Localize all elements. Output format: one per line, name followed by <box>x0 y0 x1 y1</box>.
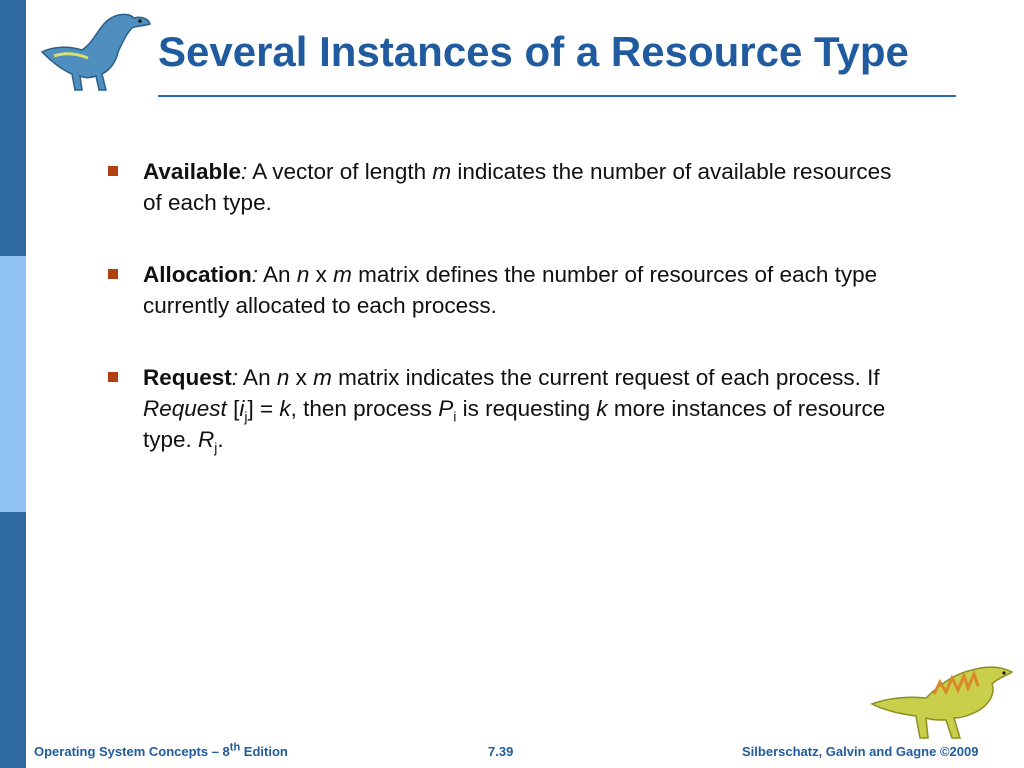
text-segment: more instances of resource type. <box>143 396 886 452</box>
bullet-request <box>106 362 906 455</box>
subscript-i: i <box>453 408 457 425</box>
term-colon: : <box>251 262 259 287</box>
footer-book-title <box>34 741 288 759</box>
text-segment: x <box>289 365 314 390</box>
variable-m: m <box>333 262 352 287</box>
square-bullet-icon <box>108 372 118 382</box>
footer-edition-suffix: th <box>229 741 241 754</box>
variable-p: P <box>438 396 454 421</box>
variable-i: i <box>239 396 245 421</box>
text-segment: x <box>309 262 334 287</box>
sidebar-band-bottom <box>0 512 26 768</box>
variable-r: R <box>198 427 215 452</box>
text-segment: A vector of length <box>247 159 433 184</box>
term-colon: : <box>231 365 239 390</box>
sidebar-band-middle <box>0 256 26 512</box>
text-segment: , then process <box>290 396 439 421</box>
slide-title: Several Instances of a Resource Type <box>158 28 909 75</box>
variable-m: m <box>432 159 452 184</box>
footer-edition-word: Edition <box>240 744 288 759</box>
text-segment: matrix defines the number of resources of each type currently allocated to each process. <box>143 262 878 318</box>
variable-m: m <box>313 365 332 390</box>
subscript-j: j <box>244 408 248 425</box>
footer-copyright: Silberschatz, Galvin and Gagne ©2009 <box>742 744 979 759</box>
variable-n: n <box>296 262 310 287</box>
bullet-available <box>106 156 906 218</box>
dinosaur-logo-icon <box>868 660 1018 742</box>
text-segment: is requesting <box>456 396 597 421</box>
bullet-list <box>106 156 906 496</box>
text-segment: An <box>258 262 297 287</box>
request-term: Request <box>143 396 227 421</box>
square-bullet-icon <box>108 269 118 279</box>
text-segment: An <box>238 365 277 390</box>
term-request: Request <box>143 365 232 390</box>
text-segment: . <box>217 427 224 452</box>
variable-k: k <box>279 396 291 421</box>
text-segment: [ <box>226 396 240 421</box>
sidebar-band-top <box>0 0 26 256</box>
footer-book-title-main: Operating System Concepts – 8 <box>34 744 230 759</box>
subscript-j: j <box>214 439 218 456</box>
title-underline <box>158 95 956 97</box>
text-segment: matrix indicates the current request of each process. If <box>331 365 880 390</box>
term-available: Available <box>143 159 241 184</box>
term-colon: : <box>240 159 248 184</box>
variable-n: n <box>276 365 290 390</box>
term-allocation: Allocation <box>143 262 252 287</box>
text-segment: indicates the number of available resources of each type. <box>143 159 892 215</box>
text-segment: ] = <box>247 396 280 421</box>
page-number: 7.39 <box>488 744 514 759</box>
variable-k: k <box>596 396 608 421</box>
square-bullet-icon <box>108 166 118 176</box>
bullet-allocation <box>106 259 906 321</box>
dinosaur-logo-icon <box>36 6 156 94</box>
